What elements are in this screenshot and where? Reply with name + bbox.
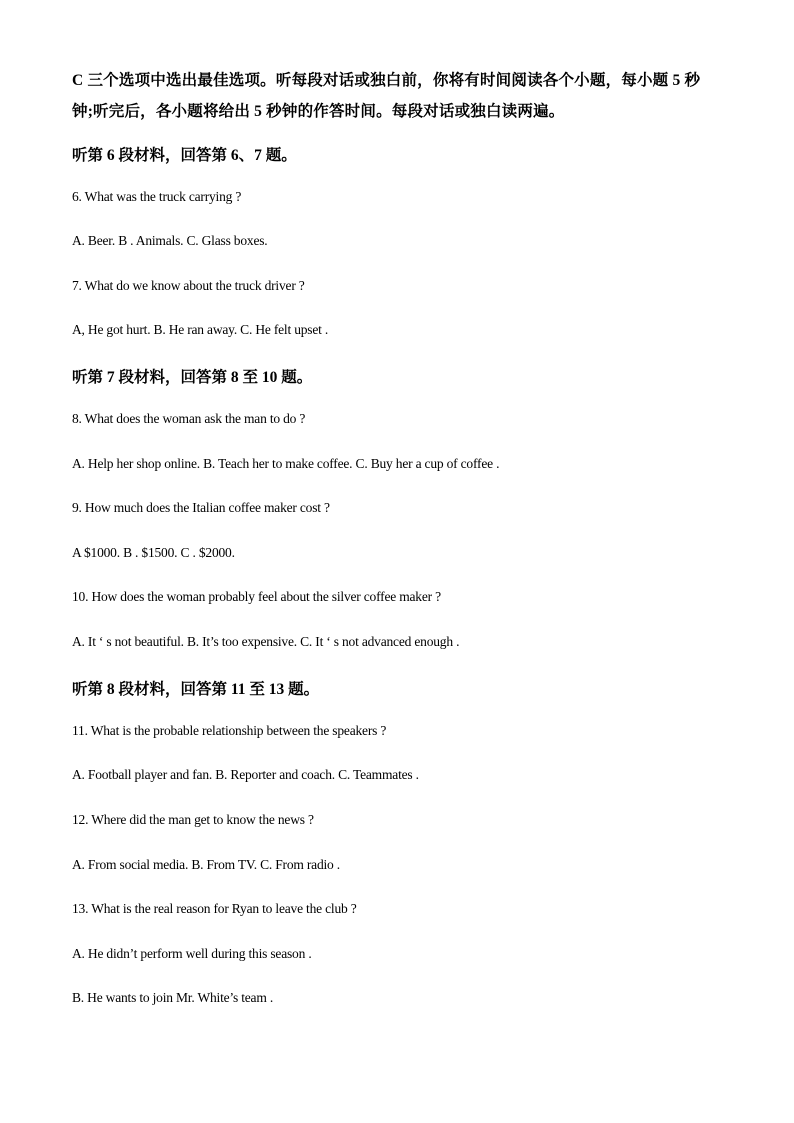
options-12: A. From social media. B. From TV. C. From radio . <box>72 857 340 872</box>
options-10: A. It ‘ s not beautiful. B. It’s too expensive. C. It ‘ s not advanced enough . <box>72 634 460 649</box>
options-9: A $1000. B . $1500. C . $2000. <box>72 545 235 560</box>
section-heading-8: 听第 8 段材料，回答第 11 至 13 题。 <box>72 681 320 698</box>
options-8: A. Help her shop online. B. Teach her to make coffee. C. Buy her a cup of coffee . <box>72 456 500 471</box>
question-12: 12. Where did the man get to know the news ? <box>72 812 314 827</box>
options-11: A. Football player and fan. B. Reporter and coach. C. Teammates . <box>72 767 419 782</box>
question-11: 11. What is the probable relationship between the speakers ? <box>72 723 387 738</box>
question-13: 13. What is the real reason for Ryan to leave the club ? <box>72 901 357 916</box>
question-10: 10. How does the woman probably feel about the silver coffee maker ? <box>72 589 441 604</box>
question-9: 9. How much does the Italian coffee maker cost ? <box>72 500 330 515</box>
instructions-line-2: 钟;听完后，各小题将给出 5 秒钟的作答时间。每段对话或独白读两遍。 <box>72 103 565 120</box>
instructions-line-1: C 三个选项中选出最佳选项。听每段对话或独白前，你将有时间阅读各个小题，每小题 5 秒 <box>72 72 701 89</box>
section-heading-6: 听第 6 段材料，回答第 6、7 题。 <box>72 147 297 164</box>
question-7: 7. What do we know about the truck driver ? <box>72 278 305 293</box>
section-heading-7: 听第 7 段材料，回答第 8 至 10 题。 <box>72 369 313 386</box>
option-13-a: A. He didn’t perform well during this season . <box>72 946 312 961</box>
options-7: A, He got hurt. B. He ran away. C. He felt upset . <box>72 322 329 337</box>
question-6: 6. What was the truck carrying ? <box>72 189 242 204</box>
options-6: A. Beer. B . Animals. C. Glass boxes. <box>72 233 268 248</box>
question-8: 8. What does the woman ask the man to do ? <box>72 411 306 426</box>
option-13-b: B. He wants to join Mr. White’s team . <box>72 990 274 1005</box>
